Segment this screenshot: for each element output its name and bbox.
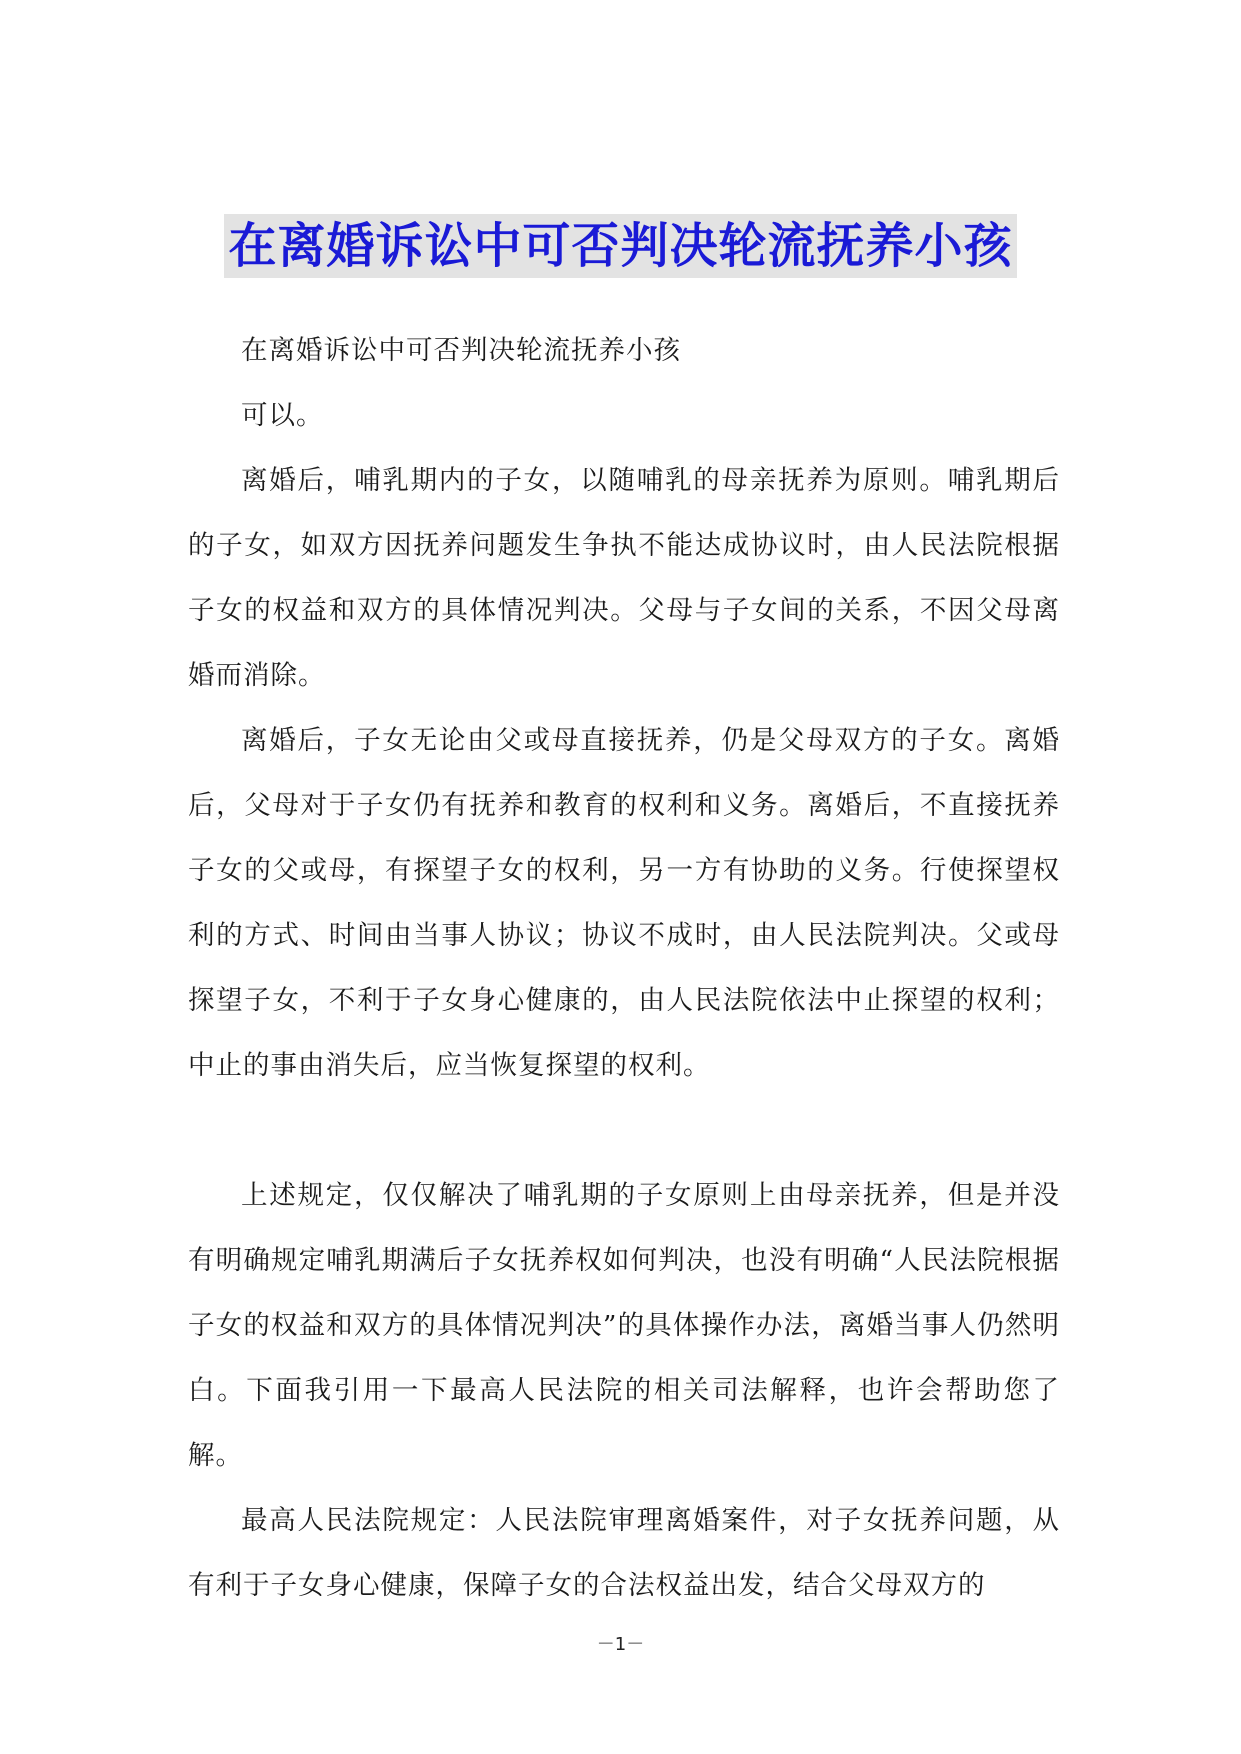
document-title: 在离婚诉讼中可否判决轮流抚养小孩	[224, 214, 1016, 278]
paragraph-supreme-court: 最高人民法院规定：人民法院审理离婚案件，对子女抚养问题，从有利于子女身心健康，保障子女的合法权益出发，结合父母双方的	[188, 1505, 1060, 1601]
paragraph-visitation-rights: 离婚后，子女无论由父或母直接抚养，仍是父母双方的子女。离婚后，父母对于子女仍有抚养和教育的权利和义务。离婚后，不直接抚养子女的父或母，有探望子女的权利，另一方有协助的义务。行使探望权利的方式、时间由当事人协议；协议不成时，由人民法院判决。父或母探望子女，不利于子女身心健康的，由人民法院依法中止探望的权利；中止的事由消失后，应当恢复探望的权利。	[188, 725, 1060, 1081]
page-number: －1－	[596, 1634, 645, 1655]
paragraph-explanation: 上述规定，仅仅解决了哺乳期的子女原则上由母亲抚养，但是并没有明确规定哺乳期满后子女抚养权如何判决，也没有明确“人民法院根据子女的权益和双方的具体情况判决”的具体操作办法，离婚当事人仍然明白。下面我引用一下最高人民法院的相关司法解释，也许会帮助您了解。	[188, 1180, 1060, 1471]
paragraph-nursing-principle: 离婚后，哺乳期内的子女，以随哺乳的母亲抚养为原则。哺乳期后的子女，如双方因抚养问题发生争执不能达成协议时，由人民法院根据子女的权益和双方的具体情况判决。父母与子女间的关系，不因父母离婚而消除。	[188, 465, 1060, 691]
paragraph-spacer	[188, 1098, 1060, 1163]
document-body	[188, 318, 1060, 1618]
title-container	[0, 214, 1241, 278]
paragraph-subtitle: 在离婚诉讼中可否判决轮流抚养小孩	[241, 335, 681, 366]
paragraph-answer: 可以。	[241, 400, 324, 431]
